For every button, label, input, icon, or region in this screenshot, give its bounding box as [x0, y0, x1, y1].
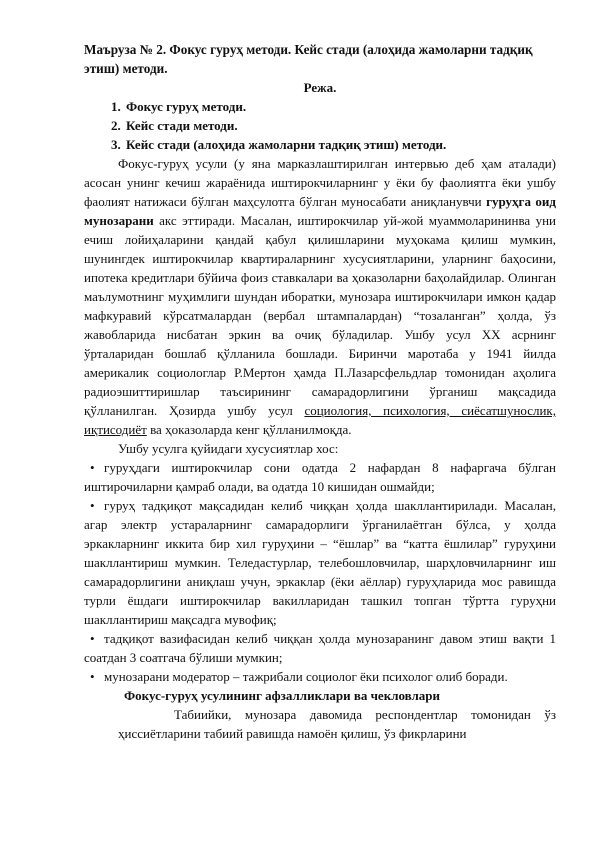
list-item-text: мунозарани модератор – тажрибали социолог ёки психолог олиб боради. [104, 669, 508, 684]
intro-paragraph [84, 154, 556, 439]
list-item [84, 629, 556, 667]
intro-underlined-fields: социология, психология, сиёсатшунослик, иқтисодиёт [84, 403, 557, 437]
document-page [84, 40, 556, 743]
plan-list [84, 97, 556, 154]
features-lead: Ушбу усулга қуйидаги хусусиятлар хос: [118, 441, 339, 456]
bullet-icon: • [90, 631, 95, 646]
list-item-text: гуруҳдаги иштирокчилар сони одатда 2 нафардан 8 нафаргача бўлган иштирочиларни қамраб олади, ва одатда 10 кишидан ошмайди; [84, 460, 556, 494]
bullet-icon: • [90, 498, 95, 513]
list-item [84, 458, 556, 496]
list-item [84, 667, 556, 686]
plan-item: 1. Фокус гуруҳ методи. [124, 97, 556, 116]
list-item-text: гуруҳ тадқиқот мақсадидан келиб чиққан ҳолда шакллантирилади. Масалан, агар электр устараларнинг самарадорлиги ўрганилаётган бўлса, у ҳолда эркакларнинг иккита бир хил гуруҳини – “ёшлар” ва “катта ёшлилар” гуруҳини шакллантириш мумкин. Теледастурлар, телебошловчилар, шарҳловчиларнинг иш самарадорлигини аниқлаш учун, эркаклар (ёки аёллар) гуруҳларида мос равишда турли ёшдаги иштирокчилар вакилларидан ташкил топган тўртта гуруҳни шакллантириш мақсадга мувофиқ; [84, 498, 556, 627]
intro-bold-term: гуруҳга оид мунозарани [84, 194, 556, 228]
lecture-title: Маъруза № 2. Фокус гуруҳ методи. Кейс стади (алоҳида жамоларни тадқиқ этиш) методи. [84, 42, 533, 76]
intro-text-2: акс эттиради. Масалан, иштирокчилар уй-жой муаммоларининва уни ечиш лойиҳаларини қандай қабул қилишларини муҳокама қилиш мумкин, шунингдек иштирокчилар квартираларнинг хусусиятларини, уларнинг баҳосини, ипотека кредитлари бўйича фоиз ставкалари ва ҳоказоларни баҳолайдилар. Олинган маълумотнинг муҳимлиги шундан иборатки, мунозара иштирокчилари имкон қадар мафкуравий кўрсатмалардан (вербал штампалардан) “тозаланган” ҳолда, ўз жавобларида нисбатан эркин ва очиқ бўладилар. Ушбу усул XX асрнинг ўрталаридан бошлаб қўлланила бошлади. Биринчи маротаба у 1941 йилда америкалик социологлар Р.Мертон ҳамда П.Лазарсфельдлар томонидан аҳолига радиоэшиттиришлар таъсирининг самарадорлигини ўрганиш мақсадида қўлланилган. Ҳозирда ушбу усул [84, 213, 556, 418]
bullet-icon: • [90, 460, 95, 475]
plan-item: 2. Кейс стади методи. [124, 116, 556, 135]
intro-text-3: ва ҳоказоларда кенг қўлланилмоқда. [146, 422, 352, 437]
list-item [84, 496, 556, 629]
bullet-icon: • [90, 669, 95, 684]
section-heading: Фокус-гуруҳ усулининг афзалликлари ва чекловлари [124, 688, 441, 703]
list-item-text: тадқиқот вазифасидан келиб чиққан ҳолда мунозаранинг давом этиш вақти 1 соатдан 3 соатгача бўлиши мумкин; [84, 631, 556, 665]
plan-item: 3. Кейс стади (алоҳида жамоларни тадқиқ этиш) методи. [124, 135, 556, 154]
intro-text-1: Фокус-гуруҳ усули (у яна марказлаштирилган интервью деб ҳам аталади) асосан унинг кечиш жараёнида иштирокчиларнинг у ёки бу фаолиятга ёки ушбу фаолият натижаси бўлган маҳсулотга бўлган муносабати аниқланувчи [84, 156, 556, 209]
features-list [84, 458, 556, 686]
closing-paragraph: Табиийки, мунозара давомида респондентлар томонидан ўз ҳиссиётларини табиий равишда намоён қилиш, ўз фикрларини [118, 707, 556, 741]
plan-label: Режа. [303, 80, 337, 95]
